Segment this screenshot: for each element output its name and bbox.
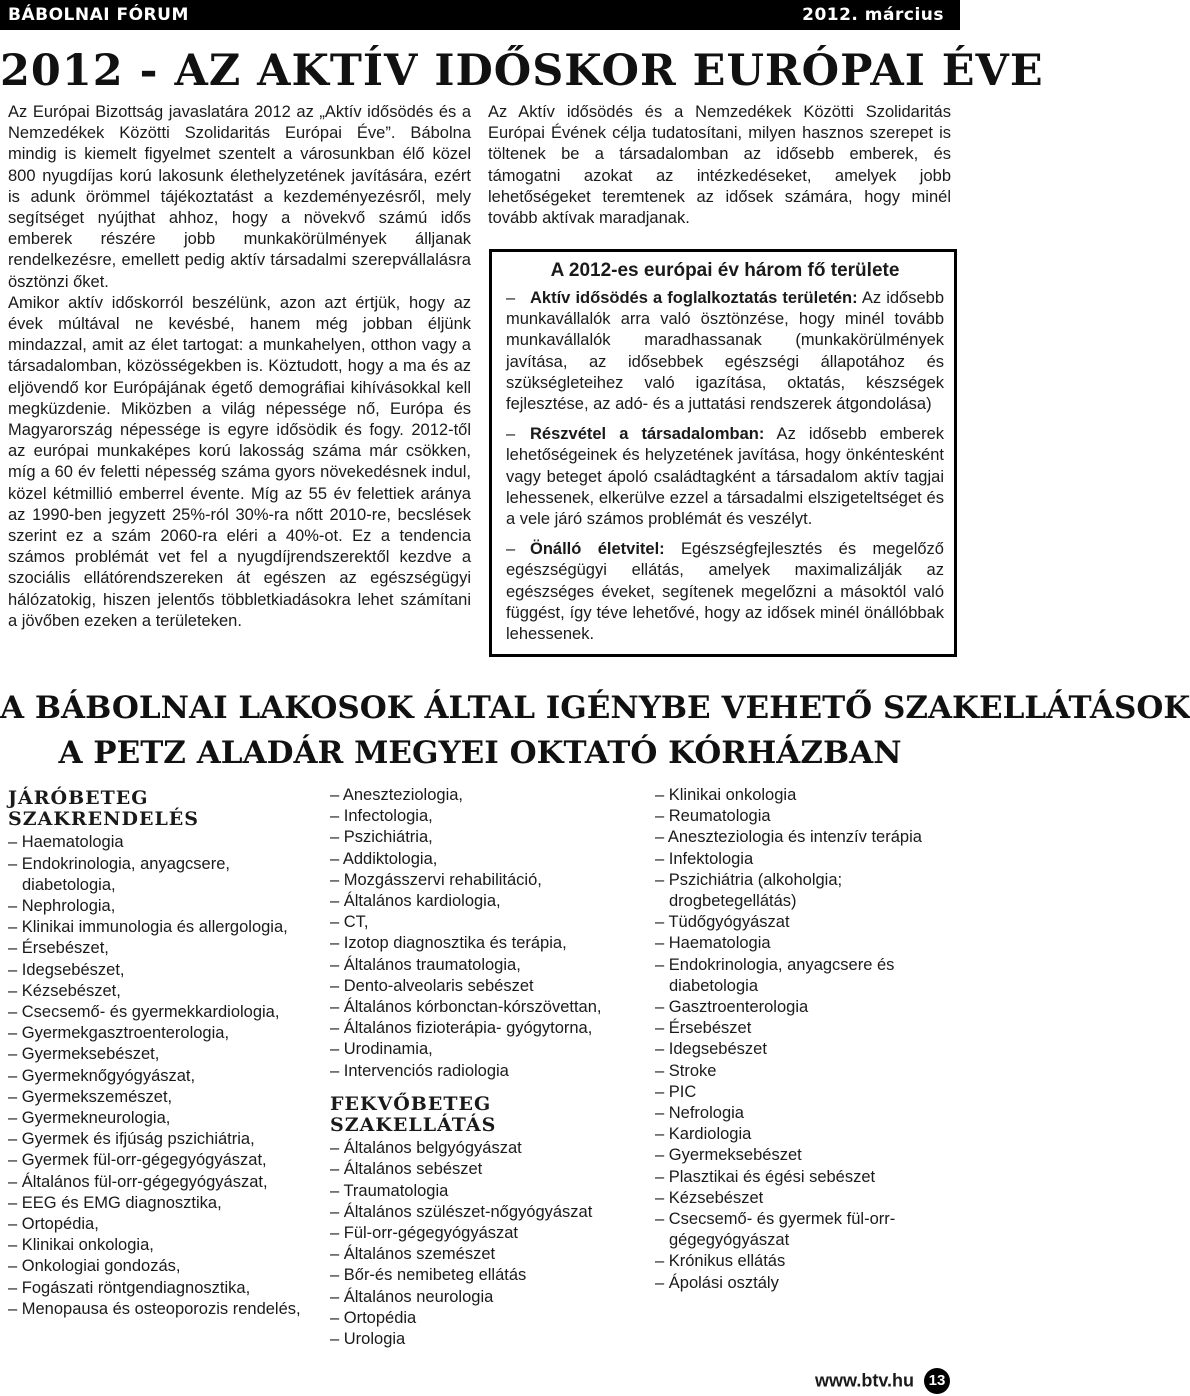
inpatient-list-2 — [655, 785, 955, 1294]
list-item: – Plasztikai és égési sebészet — [655, 1167, 876, 1186]
footer — [815, 1368, 950, 1394]
header-bar — [0, 0, 960, 30]
list-item: – Általános fül-orr-gégegyógyászat, — [8, 1172, 268, 1191]
list-item: – EEG és EMG diagnosztika, — [8, 1193, 222, 1212]
publication-name: BÁBOLNAI FÓRUM — [8, 5, 189, 25]
box-item: – Aktív idősödés a foglalkoztatás területén: Az idősebb munkavállalók arra való ösztönzése, hogy minél tovább munkavállalók maradhassanak (munkakörülmények javítása, az idősebbek egészségi állapotához és szükségleteihez való igazítása, oktatás, készségek fejlesztése, az adó- és a juttatási rendszerek átgondolása) — [506, 289, 944, 414]
right-column — [488, 102, 951, 229]
list-item: – Endokrinologia, anyagcsere és diabetologia — [655, 955, 895, 995]
list-item: – PIC — [655, 1082, 697, 1101]
list-item: – Idegsebészet — [655, 1040, 767, 1059]
list-item: – Általános sebészet — [330, 1160, 483, 1179]
list-item: – Aneszteziologia, — [330, 786, 464, 804]
list-item: – Traumatologia — [330, 1181, 449, 1200]
list-item: – Fogászati röntgendiagnosztika, — [8, 1278, 251, 1297]
list-item: – Általános kórbonctan-kórszövettan, — [330, 998, 602, 1017]
list-item: – Fül-orr-gégegyógyászat — [330, 1224, 519, 1243]
list-item: – Ortopédia, — [8, 1215, 99, 1234]
list-item: – Idegsebészet, — [8, 960, 125, 979]
outpatient-heading: JÁRÓBETEG SZAKRENDELÉS — [8, 787, 200, 831]
website-link[interactable]: www.btv.hu — [815, 1370, 914, 1391]
list-item: – Csecsemő- és gyermek fül-orr-gégegyógyászat — [655, 1210, 896, 1250]
box-title: A 2012-es európai év három fő területe — [550, 260, 900, 281]
list-item: – Pszichiátria, — [330, 828, 433, 847]
box-item-text: Az idősebb munkavállalók arra való ösztönzése, hogy minél tovább munkavállalók maradhassanak (munkakörülmények javítása, az idősebbek egészségi állapotához és szükségleteihez való igazítása, oktatás, készségek fejlesztése, az adó- és a juttatási rendszerek átgondolása) — [506, 289, 944, 414]
list-item: – Általános neurologia — [330, 1287, 494, 1306]
list-item: – Pszichiátria (alkoholgia; drogbetegellátás) — [655, 870, 843, 911]
inpatient-heading: FEKVŐBETEG SZAKELLÁTÁS — [330, 1092, 497, 1137]
list-item: – Stroke — [655, 1061, 717, 1080]
section-title: A BÁBOLNAI LAKOSOK ÁLTAL IGÉNYBE VEHETŐ SZAKELLÁTÁSOK — [0, 690, 1190, 726]
box-item: – Részvétel a társadalomban: Az idősebb emberek lehetőségeinek és helyzetének javítása, hogy önkéntesként vagy beteget ápoló családtagként a társadalom aktív tagjai lehessenek, elkerülve ezzel a társadalmi elszigeteltséget és a vele járó számos problémát és veszélyt. — [506, 425, 945, 529]
list-item: – Menopausa és osteoporozis rendelés, — [8, 1299, 301, 1318]
list-item: – Klinikai immunologia és allergologia, — [8, 918, 288, 937]
list-item: – Addiktologia, — [330, 849, 438, 868]
box-item-label: Aktív idősödés a foglalkoztatás területén: — [530, 289, 858, 307]
list-item: – Izotop diagnosztika és terápia, — [330, 934, 567, 953]
box-item: – Önálló életvitel: Egészségfejlesztés és megelőző egészségügyi ellátás, amelyek maximalizálják az egészséges éveket, segítenek megelőzni a másoktól való függést, így téve lehetővé, hogy az idősek minél önállóbbak lehessenek. — [506, 540, 944, 644]
page-number: 13 — [924, 1368, 950, 1394]
article-title: 2012 - AZ AKTÍV IDŐSKOR EURÓPAI ÉVE — [0, 46, 1044, 96]
list-item: – Gasztroenterologia — [655, 998, 809, 1017]
list-item: – Intervenciós radiologia — [330, 1061, 509, 1080]
list-item: – Urologia — [330, 1330, 406, 1349]
list-item: – Onkologiai gondozás, — [8, 1257, 181, 1276]
list-item: – Általános szemészet — [330, 1245, 496, 1264]
list-item: – Infectologia, — [330, 807, 433, 826]
list-item: – Általános traumatologia, — [330, 955, 521, 974]
paragraph: Az Európai Bizottság javaslatára 2012 az „Aktív idősödés és a Nemzedékek Közötti Szolidaritás Európai Éve”. Bábolna mindig is kiemelt figyelmet szentelt a városunkban élő közel 800 nyugdíjas korú lakosunk élethelyzetének javítására, ezért is adunk örömmel tájékoztatást a kezdeményezésről, mely segítséget nyújthat ahhoz, hogy a növekvő számú idős emberek részére jobb munkakörülmények álljanak rendelkezésre, emellett pedig aktív társadalmi szerepvállalásra ösztönzi őket. — [8, 103, 471, 291]
list-item: – Bőr-és nemibeteg ellátás — [330, 1266, 527, 1285]
list-item: – Aneszteziologia és intenzív terápia — [655, 828, 922, 847]
list-item: – Általános belgyógyászat — [330, 1139, 522, 1158]
list-item: – Általános kardiologia, — [330, 892, 501, 911]
list-item: – CT, — [330, 913, 369, 932]
list-item: – Általános szülészet-nőgyógyászat — [330, 1202, 593, 1221]
issue-date: 2012. március — [802, 5, 944, 25]
list-item: – Gyermekszemészet, — [8, 1087, 173, 1106]
box-item-text: Egészségfejlesztés és megelőző egészségügyi ellátás, amelyek maximalizálják az egészséges éveket, segítenek megelőzni a másoktól való függést, így téve lehetővé, hogy az idősek minél önállóbbak lehessenek. — [506, 540, 944, 644]
list-item: – Infektologia — [655, 849, 754, 868]
list-item: – Nephrologia, — [8, 897, 116, 916]
list-item: – Érsebészet, — [8, 939, 109, 958]
left-column — [8, 102, 471, 632]
list-item: – Gyermek fül-orr-gégegyógyászat, — [8, 1151, 267, 1170]
section-subtitle: A PETZ ALADÁR MEGYEI OKTATÓ KÓRHÁZBAN — [58, 735, 902, 771]
list-item: – Csecsemő- és gyermekkardiologia, — [8, 1003, 280, 1022]
list-item: – Kézsebészet — [655, 1188, 764, 1207]
paragraph: Amikor aktív időskorról beszélünk, azon azt értjük, hogy az évek múltával ne kevésbé, hanem még jobban éljünk mindazzal, amit az élet tartogat: a munkahelyen, otthon vagy a társadalomban, közösségekben is. Köztudott, hogy a ma és az eljövendő kor Európájának égető demográfiai kihívásokkal kell megküzdenie. Miközben a világ népessége nő, Európa és Magyarország népessége is egyre idősödik és fogy. 2012-től az európai munkaképes korú lakosság száma már csökken, míg a 60 év feletti népesség száma gyors növekedésnek indul, közel kétmillió emberrel évente. Míg az 55 év felettiek aránya az 1990-ben jegyzett 25%-ról 30%-ra nőtt 2010-re, becslések szerint ez a szám 2060-ra eléri a 40%-ot. Ez a tendencia számos problémát vet fel a nyugdíjrendszerektől kezdve a szociális ellátórendszereken át egészen az egészségügyi hálózatokig, hiszen jelentős többletkiadásokra lehet számítani a jövőben ezeken a területeken. — [8, 293, 471, 630]
list-item: – Gyermek és ifjúság pszichiátria, — [8, 1130, 255, 1149]
list-item: – Gyermeknőgyógyászat, — [8, 1066, 196, 1085]
list-item: – Klinikai onkologia — [655, 786, 797, 804]
paragraph: Az Aktív idősödés és a Nemzedékek Közötti Szolidaritás Európai Évének célja tudatosítani, milyen hasznos szerepet is töltenek be a társadalomban az idősebb emberek, és támogatni azokat az intézkedéseket, amelyek jobb lehetőségeket teremtenek az idősek számára, hogy minél tovább aktívak maradjanak. — [488, 103, 951, 228]
list-item: – Haematologia — [655, 934, 771, 953]
list-item: – Gyermeksebészet — [655, 1146, 802, 1165]
list-item: – Ortopédia — [330, 1308, 417, 1327]
list-item: – Érsebészet — [655, 1019, 752, 1038]
list-item: – Általános fizioterápia- gyógytorna, — [330, 1019, 593, 1038]
list-item: – Gyermekneurologia, — [8, 1109, 171, 1128]
outpatient-list-2 — [330, 785, 640, 1350]
list-item: – Krónikus ellátás — [655, 1252, 786, 1271]
box-item-label: Részvétel a társadalomban: — [530, 425, 765, 444]
list-item: – Ápolási osztály — [655, 1273, 779, 1292]
list-item: – Nefrologia — [655, 1104, 744, 1123]
list-item: – Kézsebészet, — [8, 981, 121, 1000]
list-item: – Urodinamia, — [330, 1040, 433, 1059]
list-item: – Kardiologia — [655, 1125, 752, 1144]
list-item: – Reumatologia — [655, 807, 771, 826]
list-item: – Mozgásszervi rehabilitáció, — [330, 870, 542, 889]
box-item-label: Önálló életvitel: — [530, 540, 665, 559]
list-item: – Dento-alveolaris sebészet — [330, 976, 534, 995]
list-item: – Haematologia — [8, 833, 124, 852]
outpatient-list-1 — [8, 788, 308, 1320]
list-item: – Endokrinologia, anyagcsere, diabetologia, — [8, 854, 230, 894]
list-item: – Gyermeksebészet, — [8, 1045, 160, 1064]
list-item: – Gyermekgasztroenterologia, — [8, 1024, 230, 1043]
list-item: – Klinikai onkologia, — [8, 1236, 154, 1255]
box-item-text: Az idősebb emberek lehetőségeinek és helyzetének javítása, hogy önkéntesként vagy beteget ápoló családtagként a társadalom aktív tagjai lehessenek, elkerülve ezzel a társadalmi elszigeteltséget és a vele járó számos problémát és veszélyt. — [506, 425, 945, 529]
list-item: – Tüdőgyógyászat — [655, 913, 790, 932]
key-areas-box — [489, 249, 957, 657]
